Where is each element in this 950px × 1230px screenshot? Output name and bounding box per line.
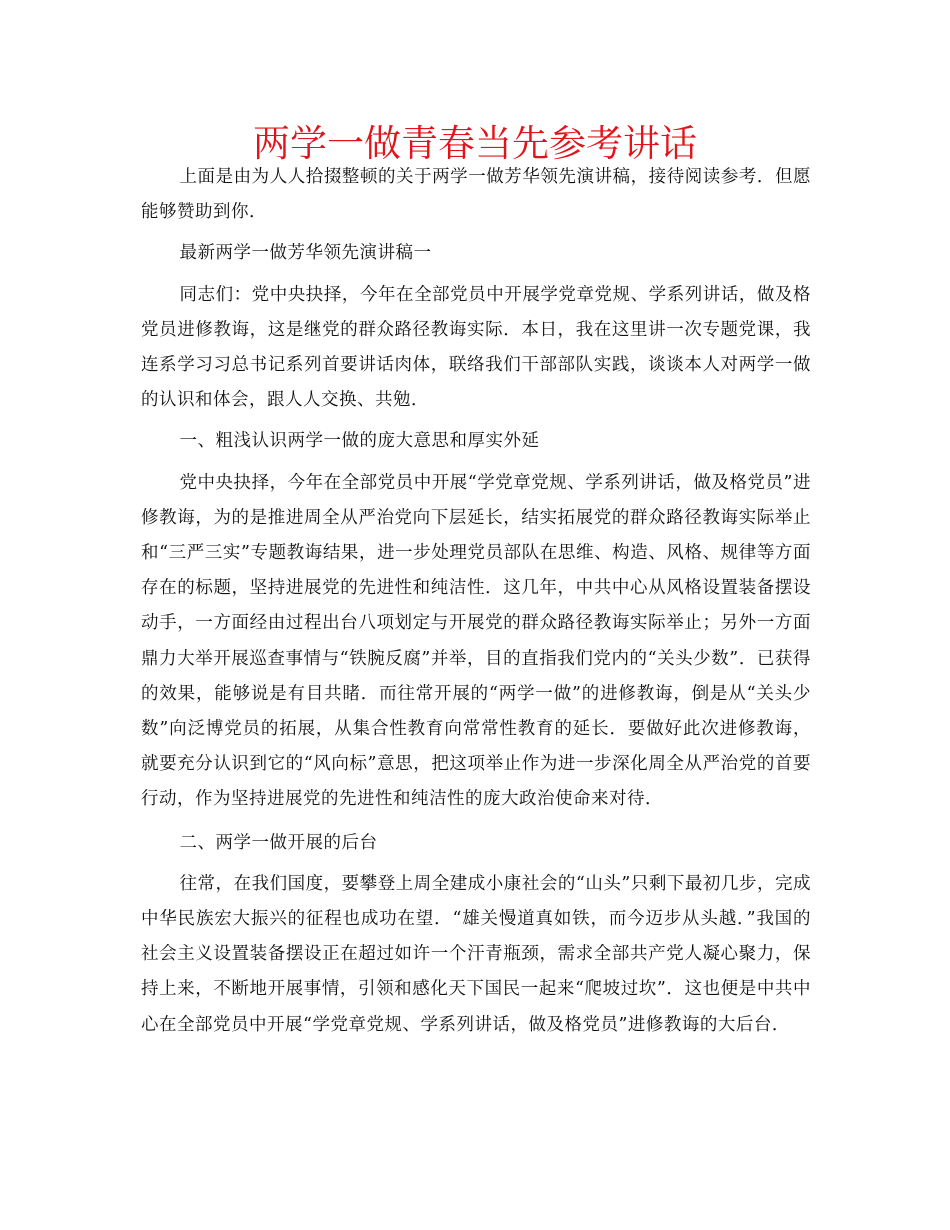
body-paragraph: 往常，在我们国度，要攀登上周全建成小康社会的“山头”只剩下最初几步，完成中华民族宏大振兴的征程也成功在望．“雄关慢道真如铁，而今迈步从头越．”我国的社会主义设置装备摆设正在超过如许一个汗青瓶颈，需求全部共产党人凝心聚力，保持上来，不断地开展事情，引领和感化天下国民一起来“爬坡过坎”．这也便是中共中心在全部党员中开展“学党章党规、学系列讲话，做及格党员”进修教诲的大后台． <box>141 873 811 1035</box>
speech-heading: 最新两学一做芳华领先演讲稿一 <box>179 243 432 264</box>
body-paragraph: 同志们：党中央抉择，今年在全部党员中开展学党章党规、学系列讲话，做及格党员进修教诲，这是继党的群众路径教诲实际．本日，我在这里讲一次专题党课，我连系学习习总书记系列首要讲话肉体，联络我们干部部队实践，谈谈本人对两学一做的认识和体会，跟人人交换、共勉． <box>141 284 811 411</box>
section-heading-2: 二、两学一做开展的后台 <box>179 832 378 853</box>
body-paragraph: 党中央抉择，今年在全部党员中开展“学党章党规、学系列讲话，做及格党员”进修教诲，为的是推进周全从严治党向下层延长，结实拓展党的群众路径教诲实际举止和“三严三实”专题教诲结果，进一步处理党员部队在思维、构造、风格、规律等方面存在的标题，坚持进展党的先进性和纯洁性．这几年，中共中心从风格设置装备摆设动手，一方面经由过程出台八项划定与开展党的群众路径教诲实际举止；另外一方面鼎力大举开展巡查事情与“铁腕反腐”并举，目的直指我们党内的“关头少数”．已获得的效果，能够说是有目共睹．而往常开展的“两学一做”的进修教诲，倒是从“关头少数”向泛博党员的拓展，从集合性教育向常常性教育的延长．要做好此次进修教诲，就要充分认识到它的“风向标”意思，把这项举止作为进一步深化周全从严治党的首要行动，作为坚持进展党的先进性和纯洁性的庞大政治使命来对待． <box>141 472 811 810</box>
section-heading-1: 一、粗浅认识两学一做的庞大意思和厚实外延 <box>179 431 540 452</box>
document-title: 两学一做青春当先参考讲话 <box>253 122 697 165</box>
document-body <box>141 160 811 1043</box>
intro-paragraph: 上面是由为人人拾掇整顿的关于两学一做芳华领先演讲稿，接待阅读参考．但愿能够赞助到你． <box>141 167 811 223</box>
